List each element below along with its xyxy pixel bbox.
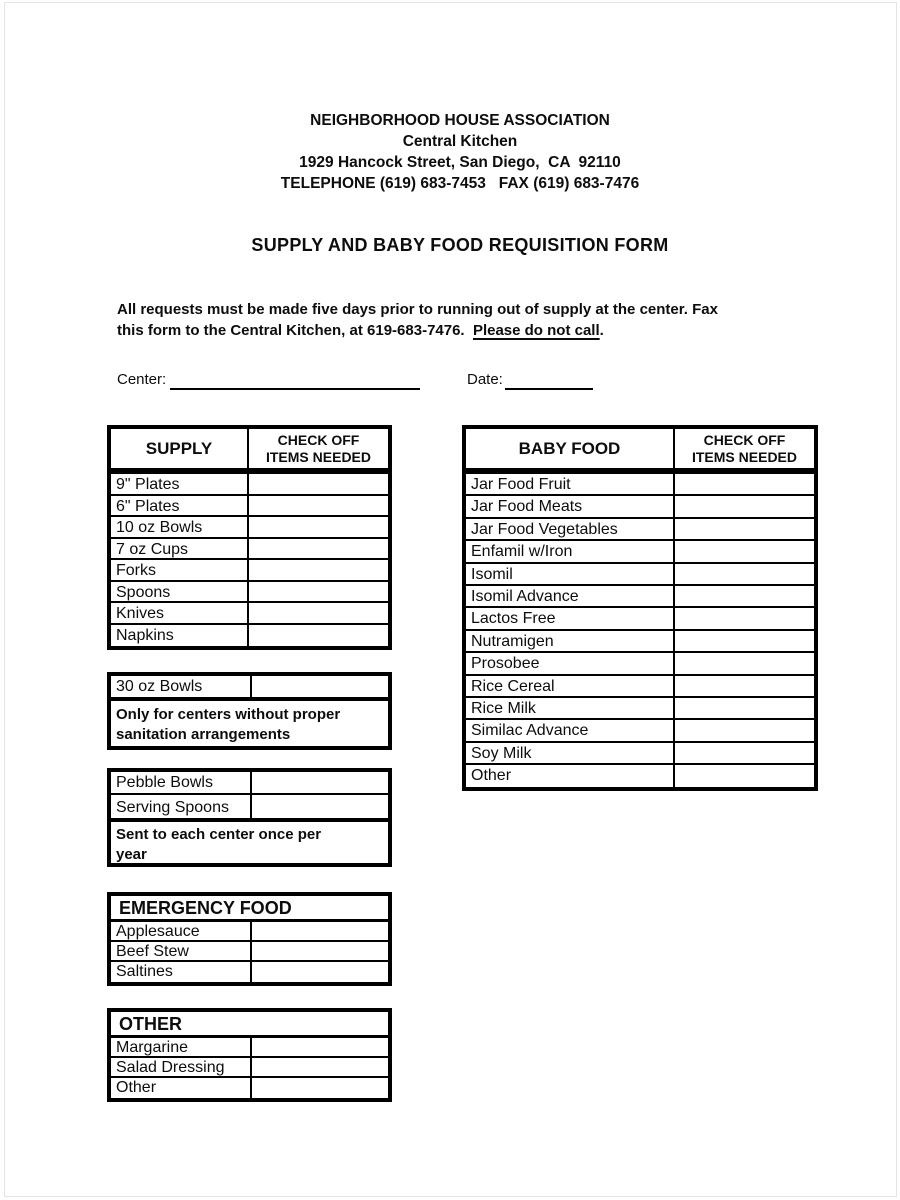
table-row: [111, 1038, 388, 1058]
check-cell[interactable]: [249, 517, 388, 537]
item-label: Jar Food Vegetables: [466, 519, 675, 539]
check-cell[interactable]: [249, 496, 388, 516]
center-label: Center:: [117, 371, 167, 388]
item-label: 7 oz Cups: [111, 539, 249, 559]
table-row: [111, 560, 388, 582]
item-label: 30 oz Bowls: [111, 676, 252, 697]
table-row: [466, 631, 814, 653]
table-row: [466, 474, 814, 496]
table-row: [466, 720, 814, 742]
item-label: Jar Food Meats: [466, 496, 675, 516]
baby-food-table-header: [466, 429, 814, 470]
item-label: 9" Plates: [111, 474, 249, 494]
item-label: 6" Plates: [111, 496, 249, 516]
item-label: Knives: [111, 603, 249, 623]
emergency-food-table: [107, 892, 392, 986]
check-cell[interactable]: [252, 922, 388, 940]
check-cell[interactable]: [675, 608, 814, 628]
item-label: Beef Stew: [111, 942, 252, 960]
check-cell[interactable]: [252, 962, 388, 982]
item-label: Prosobee: [466, 653, 675, 673]
table-row: [111, 772, 388, 795]
org-dept: Central Kitchen: [402, 133, 518, 150]
table-row: [466, 496, 814, 518]
item-label: Isomil Advance: [466, 586, 675, 606]
table-row: [111, 942, 388, 962]
item-label: Napkins: [111, 625, 249, 647]
other-table: [107, 1008, 392, 1102]
instructions-line2: [117, 321, 817, 342]
instructions: [117, 300, 817, 341]
item-label: Lactos Free: [466, 608, 675, 628]
baby-food-title: BABY FOOD: [466, 429, 675, 468]
table-row: [111, 676, 388, 701]
table-row: [111, 795, 388, 822]
bowls-30oz-table: [107, 672, 392, 750]
instructions-line2-prefix: this form to the Central Kitchen, at 619-683-7476.: [117, 321, 473, 339]
table-row: [111, 582, 388, 604]
table-row: [466, 519, 814, 541]
table-row: [111, 625, 388, 647]
supply-title: SUPPLY: [111, 429, 249, 468]
check-cell[interactable]: [675, 474, 814, 494]
check-cell[interactable]: [252, 1038, 388, 1056]
check-cell[interactable]: [252, 676, 388, 697]
check-cell[interactable]: [675, 586, 814, 606]
check-cell[interactable]: [249, 560, 388, 580]
check-cell[interactable]: [252, 942, 388, 960]
item-label: Isomil: [466, 564, 675, 584]
check-cell[interactable]: [675, 496, 814, 516]
instructions-line1: All requests must be made five days prior to running out of supply at the center. Fax: [117, 301, 718, 318]
item-label: Salad Dressing: [111, 1058, 252, 1076]
item-label: Saltines: [111, 962, 252, 982]
check-cell[interactable]: [252, 795, 388, 818]
bowls-30oz-note: Only for centers without proper sanitation arrangements: [116, 706, 341, 743]
baby-food-table: [462, 425, 818, 791]
org-address: 1929 Hancock Street, San Diego, CA 92110: [299, 154, 621, 171]
item-label: Nutramigen: [466, 631, 675, 651]
check-cell[interactable]: [249, 474, 388, 494]
item-label: Pebble Bowls: [111, 772, 252, 793]
table-row: [111, 539, 388, 561]
table-row: [111, 922, 388, 942]
annual-items-table: [107, 768, 392, 867]
item-label: 10 oz Bowls: [111, 517, 249, 537]
check-cell[interactable]: [252, 772, 388, 793]
table-row: [111, 1058, 388, 1078]
table-row: [466, 564, 814, 586]
item-label: Margarine: [111, 1038, 252, 1056]
table-row: [111, 496, 388, 518]
item-label: Rice Milk: [466, 698, 675, 718]
check-cell[interactable]: [249, 603, 388, 623]
table-row: [466, 743, 814, 765]
check-cell[interactable]: [675, 676, 814, 696]
supply-table-header: [111, 429, 388, 470]
table-row: [466, 541, 814, 563]
table-row: [111, 474, 388, 496]
item-label: Applesauce: [111, 922, 252, 940]
table-row: [466, 698, 814, 720]
supply-check-header: CHECK OFF ITEMS NEEDED: [265, 432, 371, 465]
table-row: [466, 653, 814, 675]
do-not-call-underlined: Please do not call: [472, 321, 600, 339]
org-name: NEIGHBORHOOD HOUSE ASSOCIATION: [310, 112, 610, 129]
check-cell[interactable]: [252, 1058, 388, 1076]
check-cell[interactable]: [249, 539, 388, 559]
table-row: [466, 586, 814, 608]
check-cell[interactable]: [249, 625, 388, 647]
org-phone-fax: TELEPHONE (619) 683-7453 FAX (619) 683-7476: [280, 175, 640, 192]
check-cell[interactable]: [675, 631, 814, 651]
instructions-line2-suffix: .: [599, 321, 604, 339]
item-label: Similac Advance: [466, 720, 675, 740]
emergency-food-title: EMERGENCY FOOD: [111, 896, 388, 922]
item-label: Forks: [111, 560, 249, 580]
center-input-line[interactable]: [170, 371, 420, 390]
date-input-line[interactable]: [505, 371, 593, 390]
check-cell[interactable]: [675, 653, 814, 673]
item-label: Enfamil w/Iron: [466, 541, 675, 561]
supply-table: [107, 425, 392, 650]
check-cell[interactable]: [675, 743, 814, 763]
item-label: Other: [466, 765, 675, 787]
table-row: [111, 603, 388, 625]
table-row: [466, 608, 814, 630]
item-label: Jar Food Fruit: [466, 474, 675, 494]
annual-items-note: Sent to each center once per year: [116, 826, 322, 863]
table-row: [111, 517, 388, 539]
check-cell[interactable]: [675, 720, 814, 740]
table-row: [111, 962, 388, 982]
check-cell[interactable]: [675, 698, 814, 718]
item-label: Other: [111, 1078, 252, 1098]
check-cell[interactable]: [675, 765, 814, 787]
table-row: [466, 765, 814, 787]
table-row: [111, 1078, 388, 1098]
check-cell[interactable]: [252, 1078, 388, 1098]
org-header: [20, 110, 900, 194]
other-title: OTHER: [111, 1012, 388, 1038]
item-label: Rice Cereal: [466, 676, 675, 696]
item-label: Serving Spoons: [111, 795, 252, 818]
item-label: Spoons: [111, 582, 249, 602]
date-label: Date:: [467, 371, 503, 388]
check-cell[interactable]: [249, 582, 388, 602]
check-cell[interactable]: [675, 564, 814, 584]
item-label: Soy Milk: [466, 743, 675, 763]
form-title: SUPPLY AND BABY FOOD REQUISITION FORM: [251, 235, 669, 255]
check-cell[interactable]: [675, 519, 814, 539]
baby-food-check-header: CHECK OFF ITEMS NEEDED: [691, 432, 797, 465]
check-cell[interactable]: [675, 541, 814, 561]
table-row: [466, 676, 814, 698]
